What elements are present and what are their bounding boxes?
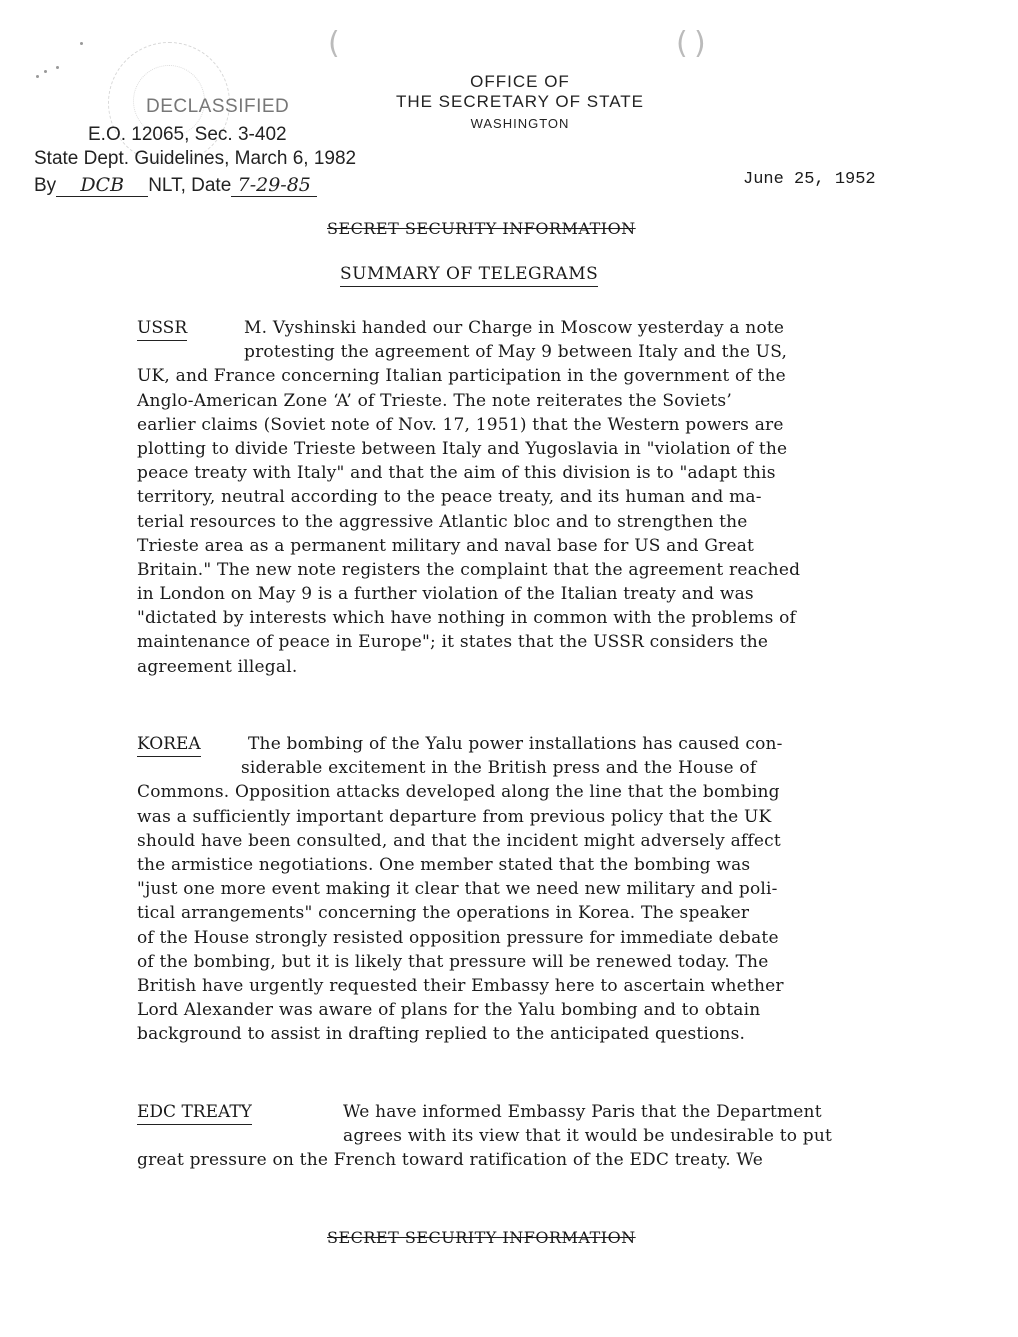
text-line: of the House strongly resisted opposition pressure for immediate debate [137, 927, 779, 948]
stamp-date-signature: 7-29-85 [231, 174, 317, 197]
text-line: in London on May 9 is a further violation of the Italian treaty and was [137, 584, 754, 605]
text-line: background to assist in drafting replied to the anticipated questions. [137, 1024, 746, 1045]
text-line: "just one more event making it clear that we need new military and poli- [137, 879, 778, 900]
text-line: Britain." The new note registers the complaint that the agreement reached [137, 559, 801, 580]
text-line: siderable excitement in the British press and the House of [241, 758, 757, 779]
text-line: territory, neutral according to the peace treaty, and its human and ma- [137, 487, 762, 508]
text-line: agreement illegal. [137, 656, 298, 677]
classification-bottom: SECRET SECURITY INFORMATION [327, 1228, 636, 1247]
text-line: the armistice negotiations. One member stated that the bombing was [137, 854, 751, 875]
stamp-nlt-label: NLT, Date [148, 175, 232, 196]
text-line: The bombing of the Yalu power installations has caused con- [248, 734, 783, 754]
text-line: protesting the agreement of May 9 between Italy and the US, [244, 342, 788, 363]
text-line: We have informed Embassy Paris that the Department [343, 1102, 822, 1122]
stamp-by-line [34, 174, 317, 197]
text-line: terial resources to the aggressive Atlantic bloc and to strengthen the [137, 511, 748, 532]
stamp-by-signature: DCB [56, 174, 148, 197]
letterhead [380, 72, 660, 136]
text-line: should have been consulted, and that the incident might adversely affect [137, 830, 781, 851]
text-line: Anglo-American Zone ‘A’ of Trieste. The note reiterates the Soviets’ [137, 390, 732, 411]
text-line: earlier claims (Soviet note of Nov. 17, 1951) that the Western powers are [137, 414, 784, 435]
stamp-by-label: By [34, 175, 57, 196]
text-line: plotting to divide Trieste between Italy and Yugoslavia in "violation of the [137, 438, 788, 459]
text-line: agrees with its view that it would be undesirable to put [343, 1126, 833, 1147]
stamp-declassified: DECLASSIFIED [146, 96, 290, 117]
letterhead-secretary: THE SECRETARY OF STATE [395, 92, 645, 111]
text-line: maintenance of peace in Europe"; it states that the USSR considers the [137, 632, 769, 653]
text-line: British have urgently requested their Embassy here to ascertain whether [137, 975, 784, 996]
text-line: peace treaty with Italy" and that the aim of this division is to "adapt this [137, 463, 776, 484]
section-body-edc-treaty [137, 1100, 832, 1173]
text-line: was a sufficiently important departure from previous policy that the UK [137, 806, 772, 827]
stamp-guidelines: State Dept. Guidelines, March 6, 1982 [34, 148, 357, 169]
section-heading-korea: KOREA [137, 734, 201, 757]
classification-top: SECRET SECURITY INFORMATION [327, 219, 636, 238]
text-line: "dictated by interests which have nothing in common with the problems of [137, 608, 797, 629]
text-line: M. Vyshinski handed our Charge in Moscow yesterday a note [244, 318, 785, 338]
section-heading-ussr: USSR [137, 318, 187, 341]
text-line: Trieste area as a permanent military and naval base for US and Great [137, 535, 755, 556]
stamp-eo-reference: E.O. 12065, Sec. 3-402 [88, 124, 287, 145]
letterhead-city: WASHINGTON [470, 116, 570, 131]
text-line: tical arrangements" concerning the operations in Korea. The speaker [137, 903, 750, 924]
document-date: June 25, 1952 [743, 170, 876, 189]
section-body-ussr [137, 316, 800, 679]
letterhead-office: OFFICE OF [470, 72, 570, 91]
document-title: SUMMARY OF TELEGRAMS [340, 264, 598, 287]
section-heading-edc-treaty: EDC TREATY [137, 1102, 252, 1125]
text-line: UK, and France concerning Italian participation in the government of the [137, 366, 786, 387]
section-body-korea [137, 732, 784, 1046]
text-line: Lord Alexander was aware of plans for the Yalu bombing and to obtain [137, 1000, 761, 1021]
text-line: Commons. Opposition attacks developed along the line that the bombing [137, 782, 780, 803]
text-line: of the bombing, but it is likely that pressure will be renewed today. The [137, 951, 769, 972]
text-line: great pressure on the French toward ratification of the EDC treaty. We [137, 1150, 763, 1171]
